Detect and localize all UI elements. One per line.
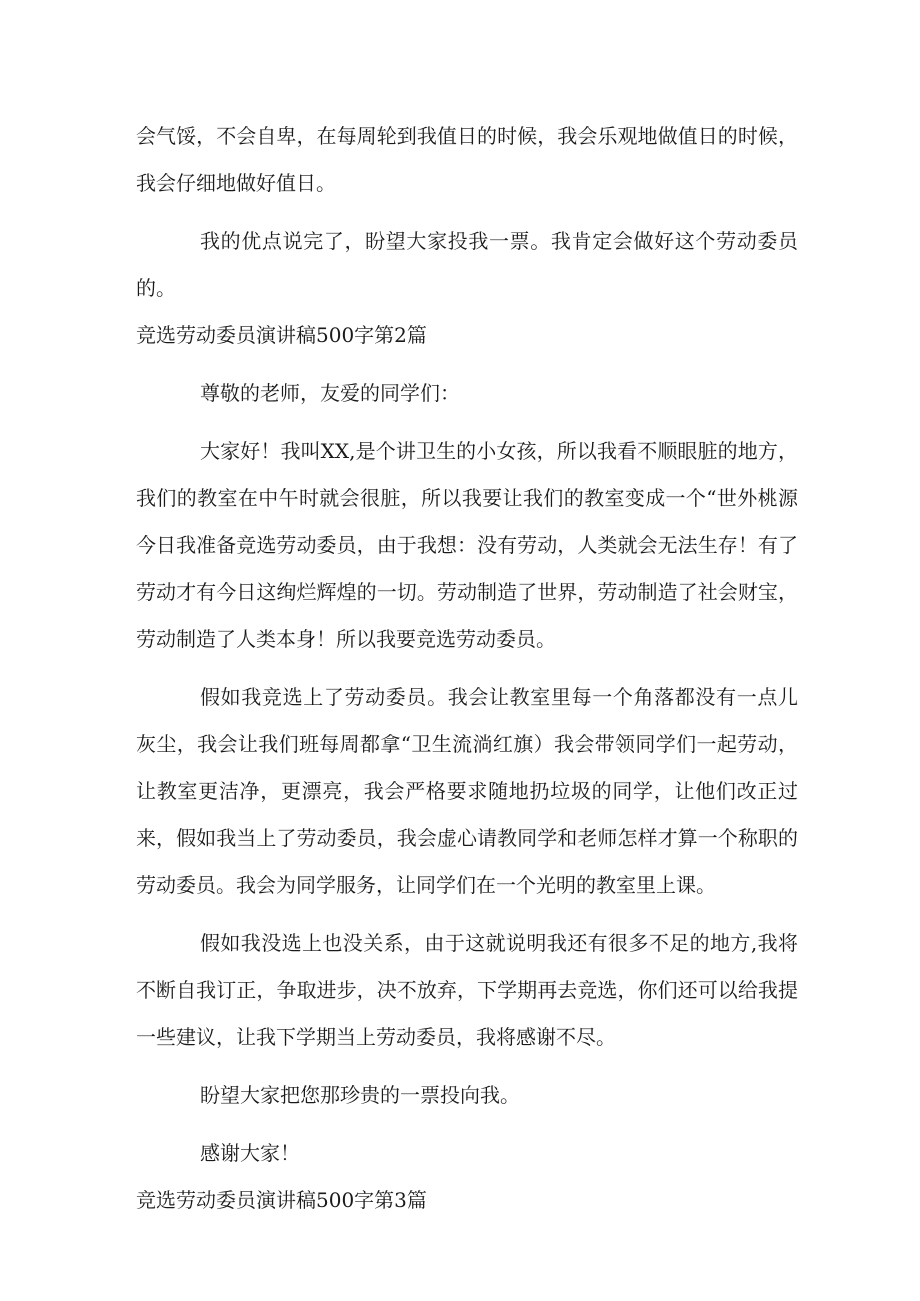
paragraph-introduction: 大家好！我叫XX,是个讲卫生的小女孩，所以我看不顺眼脏的地方，我们的教室在中午时就会很脏，所以我要让我们的教室变成一个“世外桃源今日我准备竞选劳动委员，由于我想：没有劳动，人类就会无法生存！有了劳动才有今日这绚烂辉煌的一切。劳动制造了世界，劳动制造了社会财宝，劳动制造了人类本身！所以我要竞选劳动委员。 [136,439,798,651]
paragraph-salutation: 尊敬的老师，友爱的同学们： [200,381,460,405]
paragraph-if-not-elected: 假如我没选上也没关系，由于这就说明我还有很多不足的地方,我将不断自我订正，争取进步，决不放弃，下学期再去竞选，你们还可以给我提一些建议，让我下学期当上劳动委员，我将感谢不尽。 [136,931,798,1049]
section-heading-2: 竞选劳动委员演讲稿500字第2篇 [136,323,427,347]
section-heading-3: 竞选劳动委员演讲稿500字第3篇 [136,1188,427,1212]
paragraph-request-vote: 盼望大家把您那珍贵的一票投向我。 [200,1083,520,1107]
paragraph-plan: 假如我竞选上了劳动委员。我会让教室里每一个角落都没有一点儿灰尘，我会让我们班每周都拿“卫生流淌红旗）我会带领同学们一起劳动，让教室更洁净，更漂亮，我会严格要求随地扔垃圾的同学，让他们改正过来，假如我当上了劳动委员，我会虚心请教同学和老师怎样才算一个称职的劳动委员。我会为同学服务，让同学们在一个光明的教室里上课。 [136,685,798,897]
document-body [136,113,798,1224]
paragraph-thanks: 感谢大家！ [200,1141,300,1165]
paragraph-continuation: 会气馁，不会自卑，在每周轮到我值日的时候，我会乐观地做值日的时候，我会仔细地做好值日。 [136,124,798,195]
paragraph-closing: 我的优点说完了，盼望大家投我一票。我肯定会做好这个劳动委员的。 [136,229,798,300]
